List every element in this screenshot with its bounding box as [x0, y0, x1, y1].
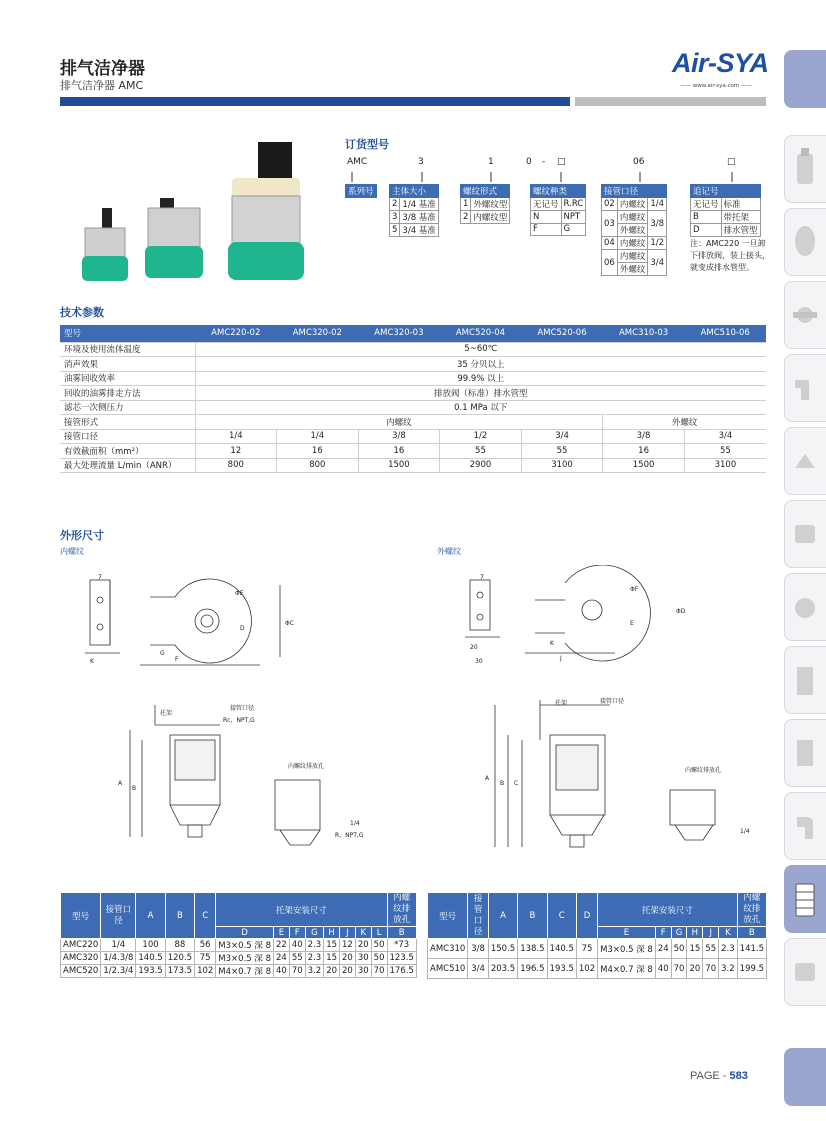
port-type: 内螺纹 [617, 237, 648, 250]
side-tab-fitting[interactable] [784, 281, 826, 349]
series-header: 系列号 [346, 185, 377, 198]
header-bar-gray [575, 97, 766, 106]
code-suffix: □ [727, 157, 736, 167]
spec-value: 3/4 [684, 429, 766, 444]
dim-label: ΦD [676, 608, 686, 615]
dim-cell: 50 [371, 952, 387, 965]
dim-cell: 30 [355, 952, 371, 965]
dim-header: F [655, 927, 671, 939]
dim-header: B [737, 927, 766, 939]
port-label: 接管口径 [230, 705, 255, 712]
dim-label: ΦE [235, 590, 244, 597]
dim-header: 内螺纹排放孔 [387, 893, 416, 927]
spec-value: 1500 [358, 458, 440, 473]
dim-cell: 3/8 [468, 939, 489, 959]
side-tab-current-section[interactable] [784, 50, 826, 108]
table-row [60, 400, 766, 415]
dim-cell: 193.5 [547, 959, 576, 979]
misc-icon [785, 939, 825, 1005]
bracket-label: 托架 [555, 700, 568, 707]
dim-label: J [560, 655, 562, 662]
dim-label: 7 [98, 574, 102, 581]
elbow-icon [785, 355, 825, 421]
inner-thread-label: 内螺纹 [60, 547, 84, 556]
order-series-table [345, 184, 377, 198]
spec-label: 接管口径 [60, 429, 195, 444]
dim-header: 托架安装尺寸 [216, 893, 387, 927]
drain-hole-label: 内螺纹排放孔 [288, 763, 325, 770]
brand-url: —— www.air-sya.com —— [680, 83, 753, 89]
spec-value: 55 [440, 444, 522, 459]
regulator-icon [785, 209, 825, 275]
thread-form-code: 2 [461, 211, 471, 224]
side-tab-misc[interactable] [784, 938, 826, 1006]
dim-header: 内螺纹排放孔 [737, 893, 766, 927]
spec-value: 2900 [440, 458, 522, 473]
side-tab-connector[interactable] [784, 719, 826, 787]
dim-header: K [719, 927, 738, 939]
side-tab-cylinder[interactable] [784, 646, 826, 714]
port-label: 接管口径 [600, 698, 625, 705]
r-npt-label: R，NPT,G [335, 832, 364, 839]
side-tab-elbow[interactable] [784, 354, 826, 422]
size-code: 2 [390, 198, 400, 211]
table-row [61, 965, 417, 978]
valve-icon [785, 428, 825, 494]
dim-cell: 50 [671, 939, 687, 959]
spec-value: 16 [603, 444, 685, 459]
note-line: 下排放阀，装上接头， [690, 251, 770, 260]
spec-col-header: AMC310-03 [603, 325, 685, 342]
dim-cell: 102 [195, 965, 216, 978]
order-port-table [601, 184, 667, 276]
port-type: 内螺纹 [617, 211, 648, 224]
side-tab-bottom[interactable] [784, 1048, 826, 1106]
spec-value: 3/8 [358, 429, 440, 444]
dim-cell: AMC220 [61, 939, 101, 952]
table-row [61, 952, 417, 965]
port-type: 外螺纹 [617, 224, 648, 237]
dim-header: E [274, 927, 290, 939]
dim-cell: 3.2 [305, 965, 324, 978]
dim-cell: AMC510 [428, 959, 468, 979]
port-size: 1/2 [648, 237, 667, 250]
dim-header: E [598, 927, 656, 939]
quarter-label: 1/4 [350, 820, 360, 827]
dim-header: C [547, 893, 576, 939]
dim-cell: M3×0.5 深 8 [216, 952, 274, 965]
dim-cell: 120.5 [165, 952, 194, 965]
dim-label: G [160, 650, 165, 657]
product-small [82, 208, 128, 281]
suffix-desc: 带托架 [721, 211, 760, 224]
dim-cell: 100 [136, 939, 165, 952]
dim-cell: 15 [324, 939, 340, 952]
note-line: 就变成排水管型。 [690, 263, 754, 272]
dim-header: L [371, 927, 387, 939]
pipe-icon [785, 793, 825, 859]
dim-cell: M4×0.7 深 8 [216, 965, 274, 978]
dim-cell: M4×0.7 深 8 [598, 959, 656, 979]
dim-cell: 40 [274, 965, 290, 978]
spec-value: 16 [358, 444, 440, 459]
dim-cell: 40 [289, 939, 305, 952]
table-row [61, 939, 417, 952]
thread-type-desc: NPT [561, 211, 586, 224]
dim-cell: 50 [371, 939, 387, 952]
dim-header: B [165, 893, 194, 939]
dim-header: J [703, 927, 719, 939]
dim-cell: 1/4 [101, 939, 136, 952]
port-code: 02 [602, 198, 618, 211]
dim-cell: 196.5 [518, 959, 547, 979]
spec-value: 3100 [521, 458, 603, 473]
spec-value: 3/4 [521, 429, 603, 444]
dim-cell: 22 [274, 939, 290, 952]
dim-header: 托架安装尺寸 [598, 893, 738, 927]
dim-cell: 70 [289, 965, 305, 978]
spec-col-header: AMC510-06 [684, 325, 766, 342]
note-line: 注：AMC220 一旦卸 [690, 239, 766, 248]
dim-label: ΦF [630, 586, 639, 593]
dim-cell: 20 [340, 952, 356, 965]
port-size: 3/8 [648, 211, 667, 237]
spec-value: 800 [277, 458, 359, 473]
thread-form-desc: 内螺纹型 [471, 211, 510, 224]
dim-cell: 12 [340, 939, 356, 952]
dim-header: K [355, 927, 371, 939]
spec-label: 环境及使用流体温度 [60, 342, 195, 357]
dim-cell: 138.5 [518, 939, 547, 959]
suffix-note [690, 238, 770, 274]
order-thread-type-table [530, 184, 586, 236]
spec-col-header: 型号 [60, 325, 195, 342]
dim-cell: 2.3 [305, 952, 324, 965]
quarter-label: 1/4 [740, 828, 750, 835]
dim-table-right [427, 892, 767, 979]
spec-value: 外螺纹 [603, 415, 766, 430]
dim-header: G [305, 927, 324, 939]
dim-cell: 88 [165, 939, 194, 952]
dim-cell: 203.5 [488, 959, 517, 979]
dim-cell: 15 [687, 939, 703, 959]
dim-cell: 140.5 [136, 952, 165, 965]
dim-cell: 70 [703, 959, 719, 979]
brand-logo: Air-SYA [672, 48, 769, 78]
thread-form-code: 1 [461, 198, 471, 211]
header-bar-blue [60, 97, 570, 106]
code-amc: AMC [347, 157, 368, 167]
size-desc: 3/4 基准 [400, 224, 438, 237]
spec-value: 3100 [684, 458, 766, 473]
thread-type-header: 螺纹种类 [531, 185, 586, 198]
port-size: 1/4 [648, 198, 667, 211]
dim-label: 7 [480, 574, 484, 581]
dim-label: E [630, 620, 634, 627]
dim-header: A [488, 893, 517, 939]
spec-value: 1/2 [440, 429, 522, 444]
dim-header: H [324, 927, 340, 939]
table-row [60, 429, 766, 444]
size-desc: 1/4 基准 [400, 198, 438, 211]
dim-cell: M3×0.5 深 8 [598, 939, 656, 959]
port-type: 外螺纹 [617, 263, 648, 276]
table-row [60, 444, 766, 459]
side-tab-manifold[interactable] [784, 573, 826, 641]
code-port: 06 [633, 157, 645, 167]
thread-type-code: 无记号 [531, 198, 562, 211]
port-code: 04 [602, 237, 618, 250]
dim-label: ΦC [285, 620, 294, 627]
code-thread-form: 1 [488, 157, 494, 167]
silencer-icon [785, 866, 825, 932]
dim-cell: 1/2.3/4 [101, 965, 136, 978]
code-size: 3 [418, 157, 424, 167]
side-tab-regulator[interactable] [784, 208, 826, 276]
suffix-desc: 排水管型 [721, 224, 760, 237]
dim-cell: 2.3 [719, 939, 738, 959]
table-row [60, 357, 766, 372]
dim-header: D [216, 927, 274, 939]
dim-cell: 141.5 [737, 939, 766, 959]
spec-table [60, 325, 766, 473]
spec-title: 技术参数 [60, 306, 104, 319]
spec-col-header: AMC320-03 [358, 325, 440, 342]
page-prefix: PAGE - [690, 1070, 727, 1082]
dim-label: D [240, 625, 245, 632]
suffix-code: B [691, 211, 722, 224]
dim-cell: 75 [195, 952, 216, 965]
cylinder-icon [785, 647, 825, 713]
dim-cell: 102 [576, 959, 597, 979]
spec-label: 滤芯一次侧压力 [60, 400, 195, 415]
outer-thread-drawing [440, 565, 770, 855]
dim-cell: 193.5 [136, 965, 165, 978]
dim-cell: AMC520 [61, 965, 101, 978]
spec-col-header: AMC220-02 [195, 325, 277, 342]
code-thread-type: 0 [526, 157, 532, 167]
dim-header: D [576, 893, 597, 939]
side-tab-valve[interactable] [784, 427, 826, 495]
dim-cell: 199.5 [737, 959, 766, 979]
spec-value: 1/4 [277, 429, 359, 444]
dim-header: F [289, 927, 305, 939]
dim-cell: 150.5 [488, 939, 517, 959]
dim-label: B [132, 785, 137, 792]
suffix-code: 无记号 [691, 198, 722, 211]
inner-thread-drawing [60, 565, 390, 855]
dim-cell: 55 [703, 939, 719, 959]
solenoid-icon [785, 501, 825, 567]
dim-cell: 20 [340, 965, 356, 978]
dim-cell: 20 [355, 939, 371, 952]
table-row [60, 371, 766, 386]
spec-label: 回收的油雾排走方法 [60, 386, 195, 401]
order-title: 订货型号 [345, 138, 389, 151]
dim-cell: 15 [324, 952, 340, 965]
dim-cell: 70 [671, 959, 687, 979]
dim-cell: 123.5 [387, 952, 416, 965]
spec-value: 排放阀（标准）排水管型 [195, 386, 766, 401]
dim-cell: *73 [387, 939, 416, 952]
table-row [428, 939, 767, 959]
dim-label: 30 [475, 658, 483, 665]
bracket-label: 托架 [160, 710, 173, 717]
code-dash: - [542, 157, 546, 167]
thread-form-header: 螺纹形式 [461, 185, 510, 198]
spec-value: 55 [684, 444, 766, 459]
size-header: 主体大小 [390, 185, 439, 198]
dim-label: 20 [470, 644, 478, 651]
spec-label: 油雾回收效率 [60, 371, 195, 386]
dim-label: A [118, 780, 123, 787]
table-row [428, 959, 767, 979]
dim-header: 接管口径 [101, 893, 136, 939]
suffix-desc: 标准 [721, 198, 760, 211]
dim-cell: AMC310 [428, 939, 468, 959]
dim-cell: AMC320 [61, 952, 101, 965]
fitting-icon [785, 282, 825, 348]
dim-header: G [671, 927, 687, 939]
dim-label: F [175, 656, 179, 663]
dim-header: J [340, 927, 356, 939]
dim-label: K [550, 640, 554, 647]
dim-cell: 1/4.3/8 [101, 952, 136, 965]
table-row [60, 342, 766, 357]
spec-value: 35 分贝以上 [195, 357, 766, 372]
port-header: 接管口径 [602, 185, 667, 198]
spec-label: 消声效果 [60, 357, 195, 372]
spec-value: 12 [195, 444, 277, 459]
dim-cell: 20 [324, 965, 340, 978]
spec-value: 5~60℃ [195, 342, 766, 357]
order-suffix-table [690, 184, 761, 237]
dim-label: K [90, 658, 94, 665]
dim-header: 型号 [428, 893, 468, 939]
spec-label: 有效截面积（mm²） [60, 444, 195, 459]
dim-header: 型号 [61, 893, 101, 939]
dim-cell: 30 [355, 965, 371, 978]
size-desc: 3/8 基准 [400, 211, 438, 224]
page-num-value: 583 [729, 1070, 748, 1082]
side-tab-solenoid[interactable] [784, 500, 826, 568]
table-row [60, 386, 766, 401]
thread-type-code: N [531, 211, 562, 224]
spec-value: 16 [277, 444, 359, 459]
spec-value: 1500 [603, 458, 685, 473]
dim-cell: 173.5 [165, 965, 194, 978]
suffix-header: 追记号 [691, 185, 761, 198]
port-code: 06 [602, 250, 618, 276]
suffix-code: D [691, 224, 722, 237]
filter-icon [785, 136, 825, 202]
side-tab-silencer[interactable] [784, 865, 826, 933]
code-box: □ [557, 157, 566, 167]
dim-cell: 75 [576, 939, 597, 959]
spec-value: 55 [521, 444, 603, 459]
dim-cell: 55 [289, 952, 305, 965]
spec-value: 0.1 MPa 以下 [195, 400, 766, 415]
dim-header: H [687, 927, 703, 939]
spec-label: 最大处理流量 L/min（ANR） [60, 458, 195, 473]
product-large [228, 142, 304, 280]
dim-cell: 24 [655, 939, 671, 959]
port-sub-label: Rc，NPT,G [223, 717, 255, 724]
port-size: 3/4 [648, 250, 667, 276]
dim-cell: 40 [655, 959, 671, 979]
port-code: 03 [602, 211, 618, 237]
port-type: 内螺纹 [617, 198, 648, 211]
table-row [60, 415, 766, 430]
page-subtitle: 排气洁净器 AMC [60, 79, 144, 92]
dim-cell: 3.2 [719, 959, 738, 979]
dim-label: A [485, 775, 490, 782]
dim-cell: 20 [687, 959, 703, 979]
dim-header: A [136, 893, 165, 939]
spec-header-row [60, 325, 766, 342]
dim-cell: 3/4 [468, 959, 489, 979]
side-tab-filter[interactable] [784, 135, 826, 203]
order-size-table [389, 184, 439, 237]
dim-cell: 24 [274, 952, 290, 965]
outer-thread-label: 外螺纹 [437, 547, 461, 556]
dim-header: 接管口径 [468, 893, 489, 939]
spec-col-header: AMC520-06 [521, 325, 603, 342]
size-code: 5 [390, 224, 400, 237]
spec-value: 内螺纹 [195, 415, 603, 430]
dim-cell: 70 [371, 965, 387, 978]
dim-cell: 2.3 [305, 939, 324, 952]
thread-type-code: F [531, 223, 562, 236]
size-code: 3 [390, 211, 400, 224]
connector-icon [785, 720, 825, 786]
dim-label: B [500, 780, 505, 787]
dim-cell: 176.5 [387, 965, 416, 978]
product-photo [60, 138, 330, 288]
product-medium [145, 198, 203, 278]
dim-header: B [387, 927, 416, 939]
spec-value: 3/8 [603, 429, 685, 444]
dim-label: C [514, 780, 519, 787]
dim-header: B [518, 893, 547, 939]
dim-cell: M3×0.5 深 8 [216, 939, 274, 952]
page-title: 排气洁净器 [60, 59, 145, 79]
code-leader-lines [340, 170, 770, 184]
side-tab-pipe[interactable] [784, 792, 826, 860]
spec-col-header: AMC520-04 [440, 325, 522, 342]
thread-type-desc: R.RC [561, 198, 586, 211]
dim-cell: 140.5 [547, 939, 576, 959]
thread-form-desc: 外螺纹型 [471, 198, 510, 211]
page-number [690, 1070, 748, 1082]
dim-table-left [60, 892, 417, 978]
spec-value: 1/4 [195, 429, 277, 444]
dim-header: C [195, 893, 216, 939]
dim-cell: 56 [195, 939, 216, 952]
drain-hole-label: 内螺纹排放孔 [685, 767, 722, 774]
thread-type-desc: G [561, 223, 586, 236]
dimensions-title: 外形尺寸 [60, 529, 104, 542]
spec-col-header: AMC320-02 [277, 325, 359, 342]
spec-label: 接管形式 [60, 415, 195, 430]
table-row [60, 458, 766, 473]
spec-value: 99.9% 以上 [195, 371, 766, 386]
manifold-icon [785, 574, 825, 640]
order-thread-form-table [460, 184, 510, 224]
spec-value: 800 [195, 458, 277, 473]
port-type: 内螺纹 [617, 250, 648, 263]
